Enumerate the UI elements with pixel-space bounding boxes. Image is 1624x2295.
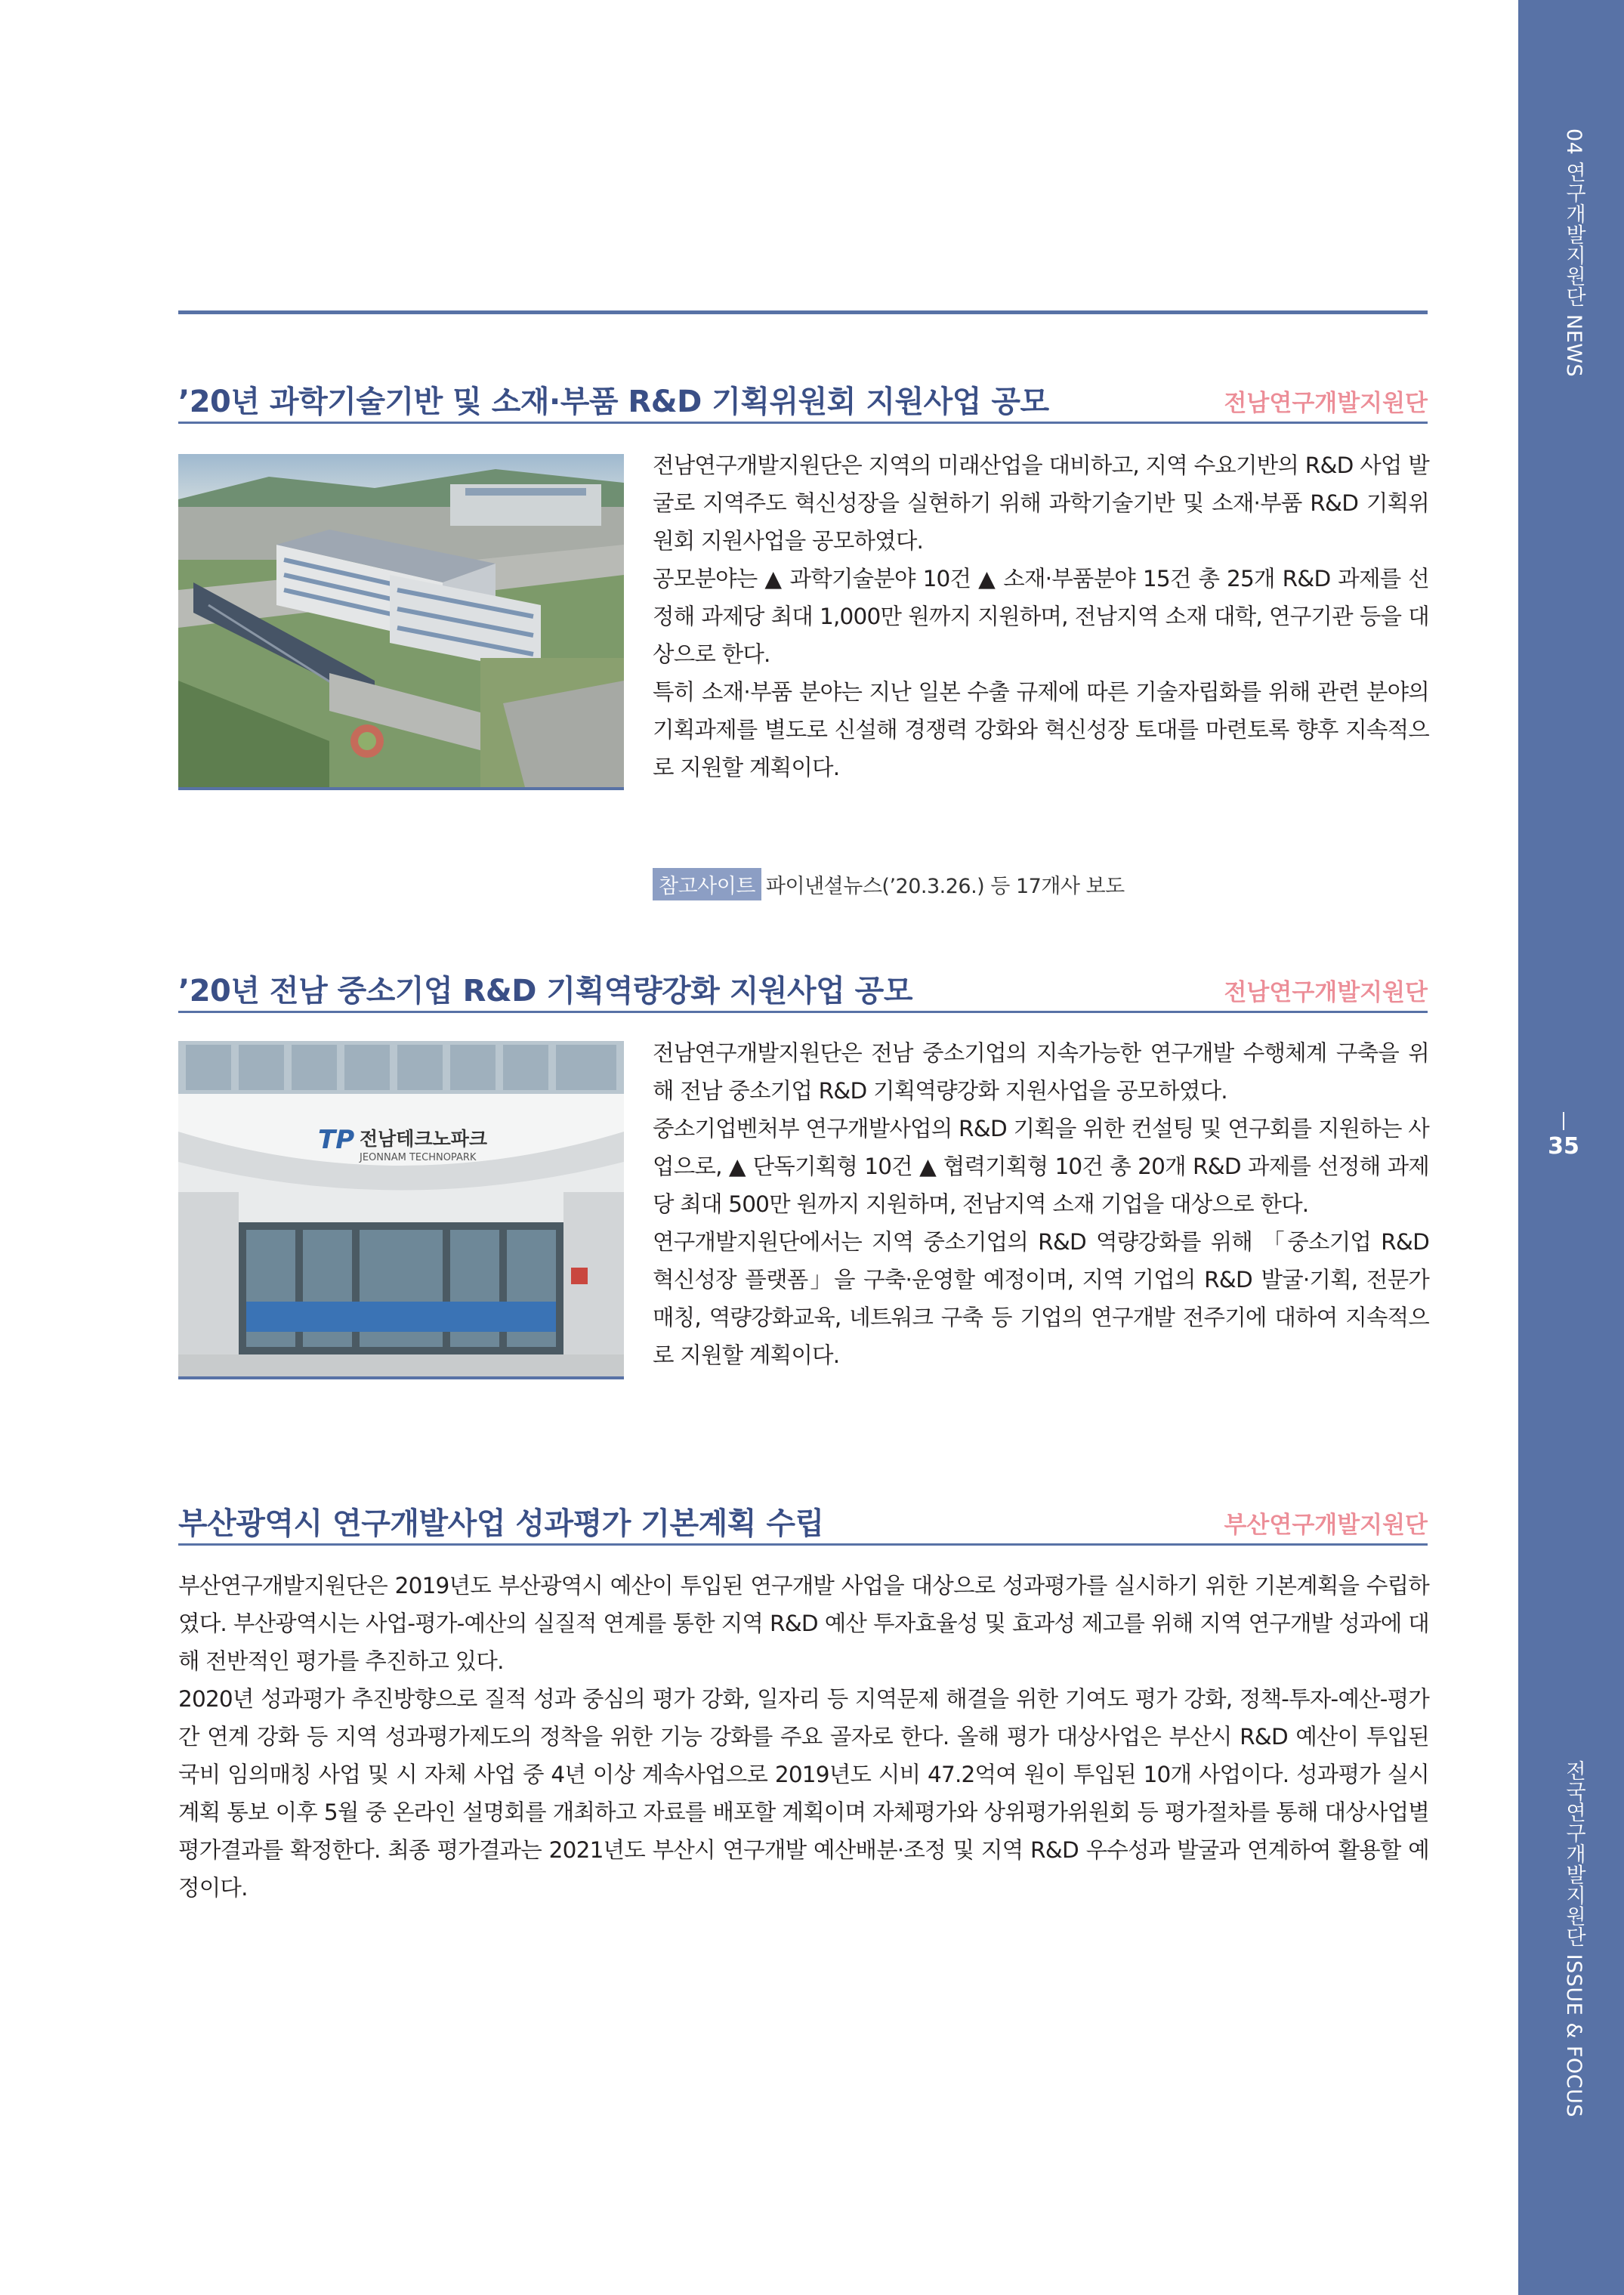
section-3-paragraph-1: 부산연구개발지원단은 2019년도 부산광역시 예산이 투입된 연구개발 사업을 대상으로 성과평가를 실시하기 위한 기본계획을 수립하였다. 부산광역시는 사업-평가-예산의 실질적 연계를 통한 지역 R&D 예산 투자효율성 및 효과성 제고를 위해 지역 연구개발 성과에 대해 전반적인 평가를 추진하고 있다.	[178, 1573, 1429, 1674]
section-2-source: 전남연구개발지원단	[1224, 979, 1428, 1006]
sidebar-chapter-label: 04 연구개발지원단 NEWS	[1562, 128, 1585, 378]
section-1-body	[653, 446, 1429, 786]
sign-logo: TP	[318, 1125, 355, 1155]
section-1-title: ’20년 과학기술기반 및 소재·부품 R&D 기획위원회 지원사업 공모	[178, 385, 1049, 419]
section-3-paragraph-2: 2020년 성과평가 추진방향으로 질적 성과 중심의 평가 강화, 일자리 등 지역문제 해결을 위한 기여도 평가 강화, 정책-투자-예산-평가 간 연계 강화 등 지역 성과평가제도의 정착을 위한 기능 강화를 주요 골자로 한다. 올해 평가 대상사업은 부산시 R&D 예산이 투입된 국비 임의매칭 사업 및 시 자체 사업 중 4년 이상 계속사업으로 2019년도 시비 47.2억여 원이 투입된 10개 사업이다. 성과평가 실시계획 통보 이후 5월 중 온라인 설명회를 개최하고 자료를 배포할 계획이며 자체평가와 상위평가위원회 등 평가절차를 통해 대상사업별 평가결과를 확정한다. 최종 평가결과는 2021년도 부산시 연구개발 예산배분·조정 및 지역 R&D 우수성과 발굴과 연계하여 활용할 예정이다.	[178, 1686, 1429, 1901]
top-divider	[178, 310, 1428, 314]
section-2-body	[653, 1034, 1429, 1374]
sign-name-english: JEONNAM TECHNOPARK	[360, 1152, 477, 1163]
reference-text: 파이낸셜뉴스(’20.3.26.) 등 17개사 보도	[765, 875, 1125, 898]
section-2-photo-technopark-entrance	[178, 1041, 624, 1379]
reference-badge: 참고사이트	[653, 868, 761, 900]
sign-name: 전남테크노파크	[360, 1128, 488, 1150]
section-1-rule	[178, 422, 1428, 424]
section-2-paragraph-3: 연구개발지원단에서는 지역 중소기업의 R&D 역량강화를 위해 「중소기업 R&D 혁신성장 플랫폼」을 구축·운영할 예정이며, 지역 기업의 R&D 발굴·기획, 전문가 매칭, 역량강화교육, 네트워크 구축 등 기업의 연구개발 전주기에 대하여 지속적으로 지원할 계획이다.	[653, 1229, 1429, 1368]
section-2-paragraph-2: 중소기업벤처부 연구개발사업의 R&D 기획을 위한 컨설팅 및 연구회를 지원하는 사업으로, ▲ 단독기획형 10건 ▲ 협력기획형 10건 총 20개 R&D 과제를 선정해 과제당 최대 500만 원까지 지원하며, 전남지역 소재 기업을 대상으로 한다.	[653, 1116, 1429, 1217]
section-1-paragraph-2: 공모분야는 ▲ 과학기술분야 10건 ▲ 소재·부품분야 15건 총 25개 R&D 과제를 선정해 과제당 최대 1,000만 원까지 지원하며, 전남지역 소재 대학, 연구기관 등을 대상으로 한다.	[653, 566, 1429, 667]
section-2-photo-underline	[178, 1376, 624, 1379]
section-1-photo-underline	[178, 787, 624, 790]
section-3-rule	[178, 1543, 1428, 1546]
sidebar-publication-label: 전국연구개발지원단 ISSUE & FOCUS	[1562, 1760, 1585, 2117]
section-1-photo-aerial-building	[178, 454, 624, 790]
page-number: 35	[1548, 1133, 1579, 1160]
section-3-body	[178, 1567, 1429, 1907]
section-2-title: ’20년 전남 중소기업 R&D 기획역량강화 지원사업 공모	[178, 974, 912, 1009]
section-1-paragraph-3: 특히 소재·부품 분야는 지난 일본 수출 규제에 따른 기술자립화를 위해 관련 분야의 기획과제를 별도로 신설해 경쟁력 강화와 혁신성장 토대를 마련토록 향후 지속적으로 지원할 계획이다.	[653, 679, 1429, 780]
section-3-title: 부산광역시 연구개발사업 성과평가 기본계획 수립	[178, 1506, 824, 1541]
section-2-rule	[178, 1011, 1428, 1013]
section-1-paragraph-1: 전남연구개발지원단은 지역의 미래산업을 대비하고, 지역 수요기반의 R&D 사업 발굴로 지역주도 혁신성장을 실현하기 위해 과학기술기반 및 소재·부품 R&D 기획위원회 지원사업을 공모하였다.	[653, 453, 1429, 554]
page-number-divider	[1563, 1112, 1564, 1130]
section-1-source: 전남연구개발지원단	[1224, 390, 1428, 417]
section-1-reference	[653, 868, 1125, 900]
section-2-paragraph-1: 전남연구개발지원단은 전남 중소기업의 지속가능한 연구개발 수행체계 구축을 위해 전남 중소기업 R&D 기획역량강화 지원사업을 공모하였다.	[653, 1040, 1429, 1104]
section-3-source: 부산연구개발지원단	[1224, 1512, 1428, 1539]
